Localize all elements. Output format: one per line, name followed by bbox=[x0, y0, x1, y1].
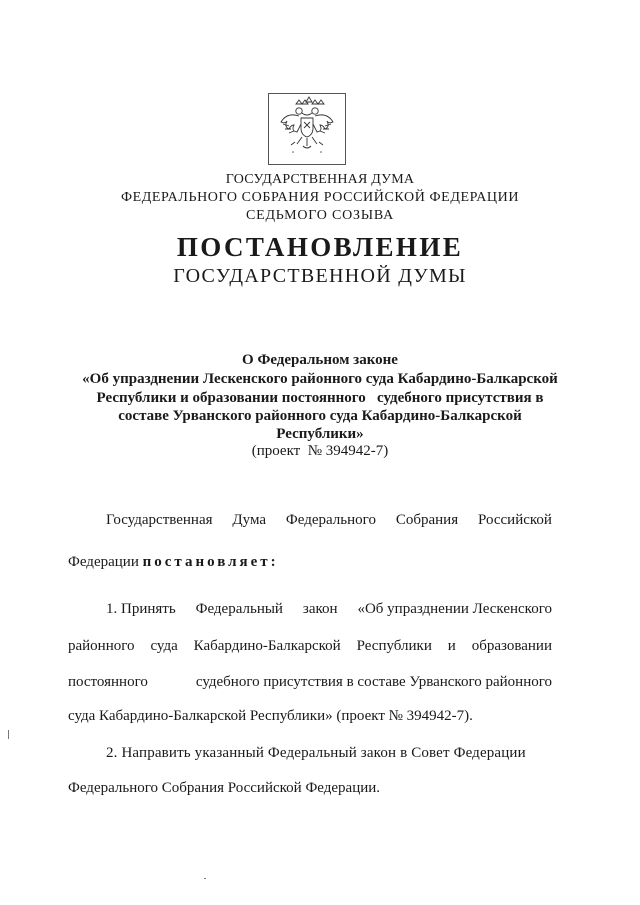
p1-word: образовании bbox=[471, 638, 552, 654]
subject-line-3: Республики и образовании постоянного судебного присутствия в bbox=[96, 390, 544, 406]
p1-word: районного bbox=[68, 638, 135, 654]
p1-word: Кабардино-Балкарской bbox=[193, 638, 341, 654]
intro-line-2 bbox=[68, 554, 279, 571]
bill-number: (проект № 394942-7) bbox=[251, 443, 389, 459]
coat-of-arms-icon bbox=[269, 94, 345, 164]
subject-line-5: Республики» bbox=[276, 426, 364, 442]
p1-line-4: суда Кабардино-Балкарской Республики» (проект № 394942-7). bbox=[68, 708, 473, 724]
intro-word: Российской bbox=[478, 512, 552, 528]
intro-word: Дума bbox=[232, 512, 267, 528]
header-federal-assembly: ФЕДЕРАЛЬНОГО СОБРАНИЯ РОССИЙСКОЙ ФЕДЕРАЦИИ bbox=[120, 190, 520, 205]
p1-line-3 bbox=[68, 674, 552, 691]
p1-line-2 bbox=[68, 638, 552, 655]
p1-word: закон bbox=[302, 601, 338, 617]
emblem-frame bbox=[268, 93, 346, 165]
p2-line-2: Федерального Собрания Российской Федерации. bbox=[68, 780, 381, 796]
intro-word: Государственная bbox=[106, 512, 213, 528]
p1-word: суда bbox=[150, 638, 178, 654]
intro-line-1 bbox=[106, 512, 552, 529]
subject-line-2: «Об упразднении Лескенского районного суда Кабардино-Балкарской bbox=[82, 371, 558, 387]
p1-line-1 bbox=[106, 601, 552, 618]
intro-federation: Федерации bbox=[68, 554, 139, 570]
p1-word: Федеральный bbox=[195, 601, 283, 617]
p2-line-1: 2. Направить указанный Федеральный закон в Совет Федерации bbox=[106, 745, 526, 761]
document-title: ПОСТАНОВЛЕНИЕ bbox=[176, 232, 464, 262]
p1-word: Республики bbox=[356, 638, 432, 654]
intro-word: Собрания bbox=[395, 512, 459, 528]
document-subtitle: ГОСУДАРСТВЕННОЙ ДУМЫ bbox=[173, 265, 467, 287]
scan-mark bbox=[8, 730, 9, 739]
subject-line-4: составе Урванского районного суда Кабардино-Балкарской bbox=[118, 408, 522, 424]
p1-word: «Об упразднении Лескенского bbox=[357, 601, 552, 617]
p1-word: судебного присутствия в составе Урванского районного bbox=[195, 674, 552, 690]
p1-word: 1. Принять bbox=[106, 601, 176, 617]
intro-word: Федерального bbox=[285, 512, 376, 528]
subject-line-1: О Федеральном законе bbox=[242, 352, 398, 368]
scan-mark bbox=[204, 878, 206, 879]
header-duma: ГОСУДАРСТВЕННАЯ ДУМА bbox=[225, 172, 415, 187]
p1-word: постоянного bbox=[68, 674, 148, 690]
header-convocation: СЕДЬМОГО СОЗЫВА bbox=[245, 208, 395, 223]
p1-word: и bbox=[447, 638, 456, 654]
resolves-word: постановляет: bbox=[142, 554, 279, 570]
